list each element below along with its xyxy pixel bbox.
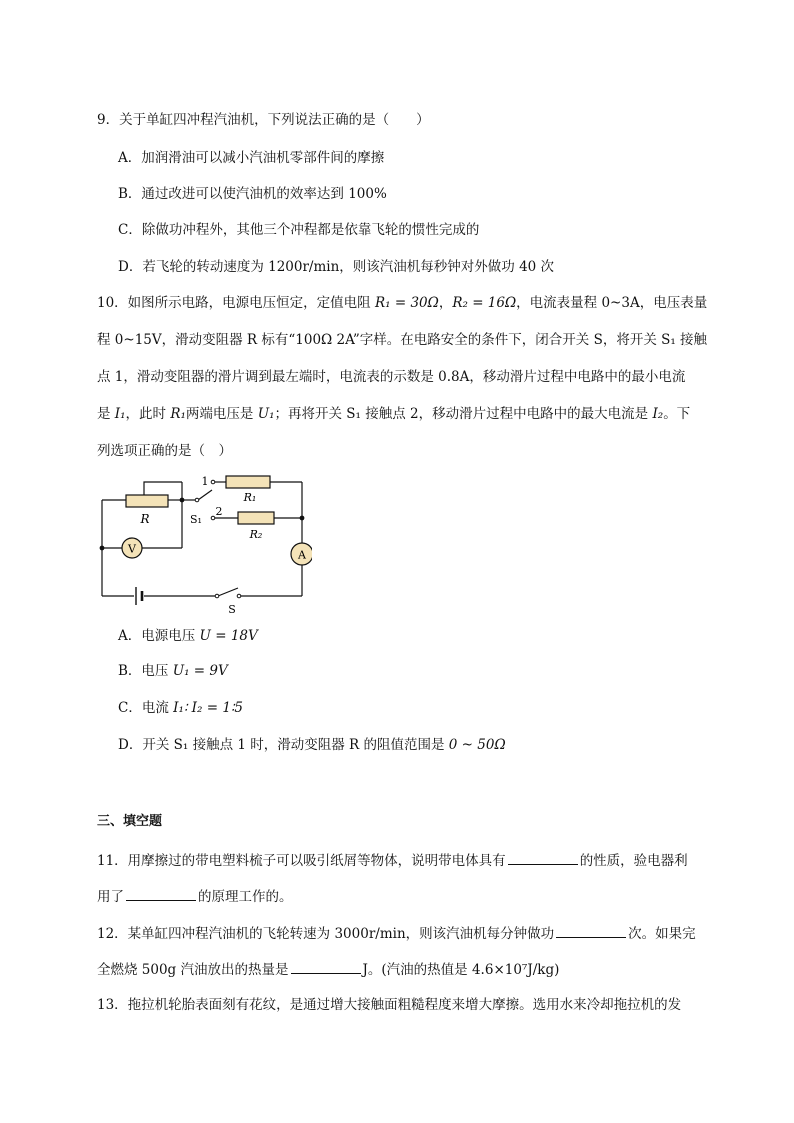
option-c-text: C．电流 <box>118 700 174 716</box>
circuit-diagram <box>92 470 312 620</box>
q10-line-5: 列选项正确的是（ ） <box>97 443 232 459</box>
label-s: S <box>228 603 236 616</box>
label-r1: R₁ <box>243 491 257 504</box>
switch-s-blade <box>218 588 238 596</box>
option-d-expr: 0 ~ 50Ω <box>448 737 506 753</box>
q10-text: ，此时 <box>125 406 171 422</box>
label-s1: S₁ <box>190 513 202 526</box>
q12-line-1 <box>97 923 696 944</box>
option-b-expr: U₁ = 9V <box>172 663 228 679</box>
q12-line-2 <box>97 959 559 980</box>
q11-text: 的性质，验电器利 <box>579 853 688 869</box>
ammeter-label: A <box>298 548 306 562</box>
q10-option-a <box>118 626 258 646</box>
symbol-i1: I₁ <box>114 406 126 422</box>
resistor-r2 <box>238 512 274 524</box>
q10-line-3: 点 1，滑动变阻器的滑片调到最左端时，电流表的示数是 0.8A，移动滑片过程中电路中的最小电流 <box>97 369 686 385</box>
switch-s1-blade <box>198 490 212 500</box>
q10-text: ；再将开关 S₁ 接触点 2，移动滑片过程中电路中的最大电流是 <box>274 406 653 422</box>
q13-line-1: 13．拖拉机轮胎表面刻有花纹，是通过增大接触面粗糙程度来增大摩擦。选用水来冷却拖拉机的发 <box>97 997 682 1013</box>
symbol-u1: U₁ <box>257 406 275 422</box>
answer-blank[interactable] <box>126 886 196 901</box>
q11-text: 11．用摩擦过的带电塑料梳子可以吸引纸屑等物体，说明带电体具有 <box>97 853 506 869</box>
option-b-text: B．电压 <box>118 663 173 679</box>
q9-stem: 9．关于单缸四冲程汽油机，下列说法正确的是（ ） <box>97 112 430 128</box>
symbol-r1: R₁ <box>170 406 186 422</box>
q10-line-2: 程 0~15V，滑动变阻器 R 标有“100Ω 2A”字样。在电路安全的条件下，闭合开关 S，将开关 S₁ 接触 <box>97 332 708 348</box>
option-c-expr: I₁∶ I₂ = 1∶5 <box>173 700 244 716</box>
q12-text: 次。如果完 <box>628 926 696 942</box>
q9-option-c: C．除做功冲程外，其他三个冲程都是依靠飞轮的惯性完成的 <box>118 222 480 238</box>
q12-text: J。(汽油的热值是 4.6×10⁷J/kg) <box>362 962 560 978</box>
q10-text: 两端电压是 <box>185 406 258 422</box>
q10-text: 是 <box>97 406 115 422</box>
label-r2: R₂ <box>249 528 263 541</box>
q10-text: 10．如图所示电路，电源电压恒定，定值电阻 <box>97 295 375 311</box>
q12-text: 12．某单缸四冲程汽油机的飞轮转速为 3000r/min，则该汽油机每分钟做功 <box>97 926 555 942</box>
q10-line-4 <box>97 404 690 424</box>
option-a-expr: U = 18V <box>199 628 258 644</box>
answer-blank[interactable] <box>556 923 626 938</box>
rheostat-slider <box>144 482 164 495</box>
option-d-text: D．开关 S₁ 接触点 1 时，滑动变阻器 R 的阻值范围是 <box>118 737 449 753</box>
label-r: R <box>140 512 150 526</box>
q10-option-d <box>118 735 506 755</box>
label-contact-1: 1 <box>201 475 209 488</box>
q10-text: 。下 <box>663 406 691 422</box>
q11-line-1 <box>97 850 688 871</box>
label-contact-2: 2 <box>215 505 223 518</box>
answer-blank[interactable] <box>508 850 578 865</box>
q10-line-1 <box>97 293 707 313</box>
r1-equation: R₁ = 30Ω <box>374 295 439 311</box>
q10-option-c <box>118 698 243 718</box>
section-title: 三、填空题 <box>97 814 163 829</box>
q10-text: ，电流表量程 0~3A，电压表量 <box>516 295 708 311</box>
q10-option-b <box>118 661 228 681</box>
r2-equation: R₂ = 16Ω <box>452 295 517 311</box>
answer-blank[interactable] <box>291 959 361 974</box>
symbol-i2: I₂ <box>652 406 664 422</box>
q10-text: ， <box>438 295 453 311</box>
option-a-text: A．电源电压 <box>118 628 200 644</box>
voltmeter-label: V <box>128 542 136 556</box>
q11-text: 用了 <box>97 889 124 905</box>
q12-text: 全燃烧 500g 汽油放出的热量是 <box>97 962 289 978</box>
rheostat-r <box>126 495 168 507</box>
q9-option-b: B．通过改进可以使汽油机的效率达到 100% <box>118 186 387 202</box>
q9-option-a: A．加润滑油可以减小汽油机零部件间的摩擦 <box>118 150 385 166</box>
q11-line-2 <box>97 886 293 907</box>
resistor-r1 <box>226 476 270 488</box>
q9-option-d: D．若飞轮的转动速度为 1200r/min，则该汽油机每秒钟对外做功 40 次 <box>118 259 555 275</box>
q11-text: 的原理工作的。 <box>198 889 293 905</box>
